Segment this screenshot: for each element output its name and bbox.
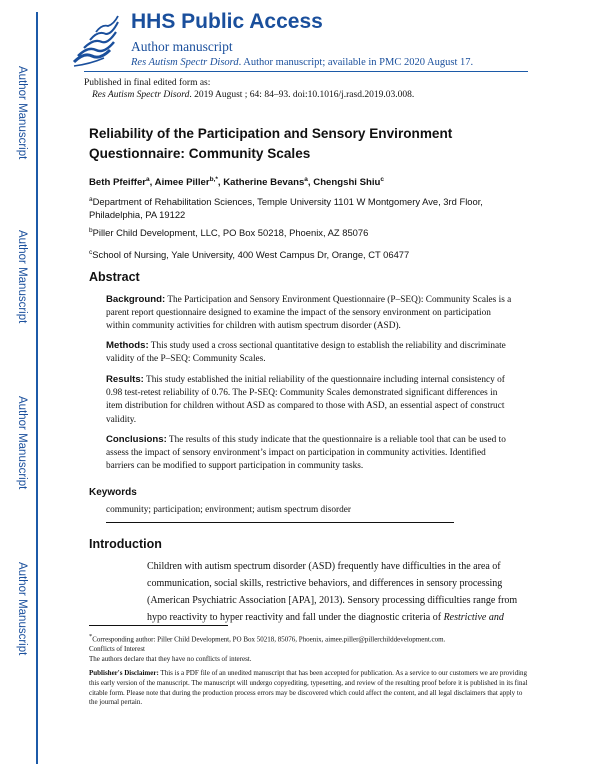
section-label: Background:	[106, 294, 166, 305]
section-label: Results:	[106, 374, 144, 385]
section-label: Methods:	[106, 340, 149, 351]
author-name: Beth Pfeiffer	[89, 177, 147, 189]
keywords-heading: Keywords	[89, 487, 137, 498]
header-availability-line	[131, 57, 473, 68]
author-name: Aimee Piller	[154, 177, 210, 189]
introduction-paragraph	[147, 558, 530, 626]
section-text: The results of this study indicate that the questionnaire is a reliable tool that can be used to assess the impact of sensory environment’s impact on participation in community activities. Identified barriers can be modified to support participation in community tasks.	[106, 435, 506, 472]
conflicts-heading: Conflicts of Interest	[89, 645, 145, 653]
disclaimer-label: Publisher's Disclaimer:	[89, 669, 159, 677]
footnote-text: Corresponding author: Piller Child Development, PO Box 50218, 85076, Phoenix, aimee.piller@pillerchilddevelopment.com.	[92, 635, 446, 644]
published-in-label: Published in final edited form as:	[84, 78, 211, 88]
sidebar-label: Author Manuscript	[16, 562, 28, 656]
introduction-italic-text: Restrictive and	[443, 612, 504, 623]
footnote-marker: *	[89, 633, 93, 640]
article-title: Reliability of the Participation and Sensory Environment Questionnaire: Community Scales	[89, 126, 453, 161]
sidebar-label: Author Manuscript	[16, 66, 28, 160]
corresponding-author-footnote	[89, 632, 529, 645]
affiliation-marker: a	[89, 196, 93, 203]
author-affiliation-marker: a	[146, 176, 150, 183]
hhs-eagle-logo-icon	[70, 12, 124, 70]
author-name: Chengshi Shiu	[313, 177, 381, 189]
conflicts-text: The authors declare that they have no conflicts of interest.	[89, 655, 252, 663]
keywords-divider	[106, 522, 454, 523]
author-affiliation-marker: b,*	[209, 176, 218, 183]
keywords-text: community; participation; environment; autism spectrum disorder	[106, 505, 352, 515]
sidebar-rule	[36, 12, 38, 764]
author-separator: ,	[307, 177, 314, 189]
sidebar-label: Author Manuscript	[16, 396, 28, 490]
section-label: Conclusions:	[106, 434, 167, 445]
introduction-heading: Introduction	[89, 537, 162, 551]
affiliation-text: Department of Rehabilitation Sciences, Temple University 1101 W Montgomery Ave, 3rd Floor, Philadelphia, PA 19122	[89, 196, 483, 221]
abstract-background	[106, 293, 516, 334]
header-journal: Res Autism Spectr Disord	[131, 57, 239, 68]
citation-journal: Res Autism Spectr Disord	[92, 90, 190, 100]
author-manuscript-subtitle: Author manuscript	[131, 39, 233, 54]
header-rule	[84, 71, 528, 72]
abstract-heading: Abstract	[89, 270, 140, 284]
author-affiliation-marker: a	[304, 176, 308, 183]
affiliation-c	[89, 246, 529, 261]
citation-line	[92, 90, 414, 100]
affiliation-marker: b	[89, 227, 93, 234]
affiliation-marker: c	[89, 249, 93, 256]
affiliation-a	[89, 193, 529, 221]
section-text: This study established the initial reliability of the questionnaire including internal consistency of 0.98 test-retest reliability of 0.76. The P-SEQ: Community Scales demonstrated significant differences in item distribution for children without ASD as compared to those with ASD, an essential aspect of construct validity.	[106, 375, 505, 425]
citation-details: . 2019 August ; 64: 84–93. doi:10.1016/j.rasd.2019.03.008.	[189, 90, 415, 100]
affiliation-text: School of Nursing, Yale University, 400 West Campus Dr, Orange, CT 06477	[92, 249, 410, 261]
author-name: Katherine Bevans	[223, 177, 305, 189]
author-separator: ,	[217, 177, 224, 189]
publisher-disclaimer	[89, 669, 529, 708]
section-text: The Participation and Sensory Environment Questionnaire (P–SEQ): Community Scales is a parent report questionnaire designed to examine the impact of the sensory environment on participation within community activities for children with autism spectrum disorder (ASD).	[106, 295, 512, 332]
introduction-text: Children with autism spectrum disorder (ASD) frequently have difficulties in the area of communication, social skills, restrictive behaviors, and differences in sensory processing (American Psychiatric Association [APA], 2013). Sensory processing difficulties range from hypo reactivity to hyper reactivity and fall under the diagnostic criteria of	[147, 561, 518, 623]
author-affiliation-marker: c	[380, 176, 385, 183]
affiliation-text: Piller Child Development, LLC, PO Box 50218, Phoenix, AZ 85076	[92, 227, 369, 239]
disclaimer-text: This is a PDF file of an unedited manuscript that has been accepted for publication. As a service to our customers we are providing this early version of the manuscript. The manuscript will undergo copyediting, typesetting, and review of the resulting proof before it is published in its final citable form. Please note that during the production process errors may be discovered which could affect the content, and all legal disclaimers that apply to the journal pertain.	[89, 669, 528, 707]
header-availability: . Author manuscript; available in PMC 2020 August 17.	[238, 57, 474, 68]
footnote-divider	[89, 625, 228, 626]
author-manuscript-sidebar	[0, 0, 46, 776]
hhs-public-access-title: HHS Public Access	[131, 10, 323, 33]
abstract-results	[106, 373, 516, 427]
author-list	[89, 176, 384, 188]
abstract-methods	[106, 339, 516, 366]
section-text: This study used a cross sectional quantitative design to establish the reliability and discriminate validity of the P–SEQ: Community Scales.	[106, 341, 506, 365]
author-separator: ,	[149, 177, 155, 189]
affiliation-b	[89, 224, 529, 239]
abstract-conclusions	[106, 433, 516, 474]
sidebar-label: Author Manuscript	[16, 230, 28, 324]
